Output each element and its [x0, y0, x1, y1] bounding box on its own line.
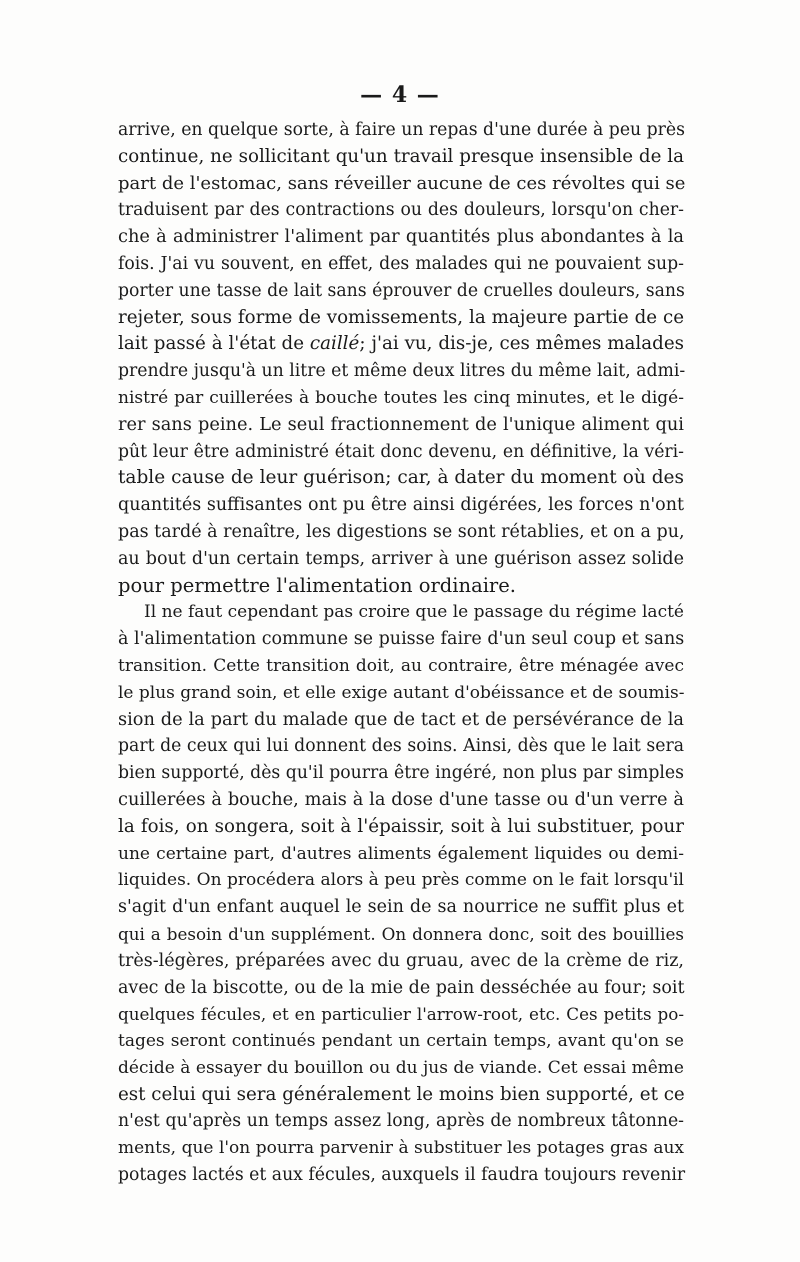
text-line: che à administrer l'aliment par quantités plus abondantes à la [118, 227, 684, 248]
text-line: à l'alimentation commune se puisse faire d'un seul coup et sans [118, 629, 685, 650]
text-line: continue, ne sollicitant qu'un travail presque insensible de la [118, 145, 684, 167]
text-line: le plus grand soin, et elle exige autant d'obéissance et de soumis- [118, 682, 685, 703]
text-line: s'agit d'un enfant auquel le sein de sa nourrice ne suffit plus et [118, 897, 684, 918]
text-line: n'est qu'après un temps assez long, après de nombreux tâtonne- [118, 1111, 684, 1132]
text-line: au bout d'un certain temps, arriver à une guérison assez solide [118, 548, 684, 569]
text-line: sion de la part du malade que de tact et de persévérance de la [118, 709, 684, 730]
text-line: transition. Cette transition doit, au contraire, être ménagée avec [118, 655, 684, 676]
text-line: tages seront continués pendant un certain temps, avant qu'on se [118, 1031, 684, 1052]
body-text [118, 117, 684, 1189]
text-line: lait passé à l'état de caillé; j'ai vu, dis-je, ces mêmes malades [118, 333, 684, 355]
text-line: une certaine part, d'autres aliments également liquides ou demi- [118, 843, 684, 864]
text-line: traduisent par des contractions ou des douleurs, lorsqu'on cher- [118, 200, 684, 221]
text-line: quantités suffisantes ont pu être ainsi digérées, les forces n'ont [118, 495, 684, 516]
text-line: potages lactés et aux fécules, auxquels il faudra toujours revenir [118, 1165, 686, 1186]
text-line: la fois, on songera, soit à l'épaissir, soit à lui substituer, pour [118, 815, 684, 837]
text-line: bien supporté, dès qu'il pourra être ingéré, non plus par simples [118, 763, 684, 784]
text-line: arrive, en quelque sorte, à faire un repas d'une durée à peu près [118, 120, 685, 140]
text-line: fois. J'ai vu souvent, en effet, des malades qui ne pouvaient sup- [118, 253, 684, 274]
text-line: part de ceux qui lui donnent des soins. Ainsi, dès que le lait sera [118, 736, 684, 757]
text-line: pour permettre l'alimentation ordinaire. [118, 573, 516, 597]
text-line: pût leur être administré était donc devenu, en définitive, la véri- [118, 441, 684, 462]
text-line: pas tardé à renaître, les digestions se sont rétablies, et on a pu, [118, 521, 685, 542]
text-line: prendre jusqu'à un litre et même deux litres du même lait, admi- [118, 361, 686, 382]
text-line: très-légères, préparées avec du gruau, avec de la crème de riz, [118, 950, 684, 971]
text-line: rejeter, sous forme de vomissements, la majeure partie de ce [118, 306, 684, 328]
text-line: part de l'estomac, sans réveiller aucune de ces révoltes qui se [118, 172, 686, 194]
text-line: cuillerées à bouche, mais à la dose d'une tasse ou d'un verre à [118, 789, 684, 810]
text-line: qui a besoin d'un supplément. On donnera donc, soit des bouillies [118, 923, 684, 944]
page-number: — 4 — [360, 82, 440, 108]
text-line: porter une tasse de lait sans éprouver de cruelles douleurs, sans [118, 280, 685, 301]
text-line: table cause de leur guérison; car, à dater du moment où des [118, 467, 684, 489]
text-line: ments, que l'on pourra parvenir à substituer les potages gras aux [118, 1138, 684, 1159]
text-line: décide à essayer du bouillon ou du jus de viande. Cet essai même [118, 1057, 684, 1078]
text-line: quelques fécules, et en particulier l'arrow-root, etc. Ces petits po- [118, 1004, 684, 1025]
text-line: Il ne faut cependant pas croire que le passage du régime lacté [144, 602, 684, 623]
text-line: rer sans peine. Le seul fractionnement de l'unique aliment qui [118, 414, 684, 435]
text-line: liquides. On procédera alors à peu près comme on le fait lorsqu'il [118, 870, 684, 891]
text-line: avec de la biscotte, ou de la mie de pain desséchée au four; soit [118, 977, 685, 998]
text-line: nistré par cuillerées à bouche toutes les cinq minutes, et le digé- [118, 387, 684, 408]
text-line: est celui qui sera généralement le moins bien supporté, et ce [118, 1083, 685, 1105]
